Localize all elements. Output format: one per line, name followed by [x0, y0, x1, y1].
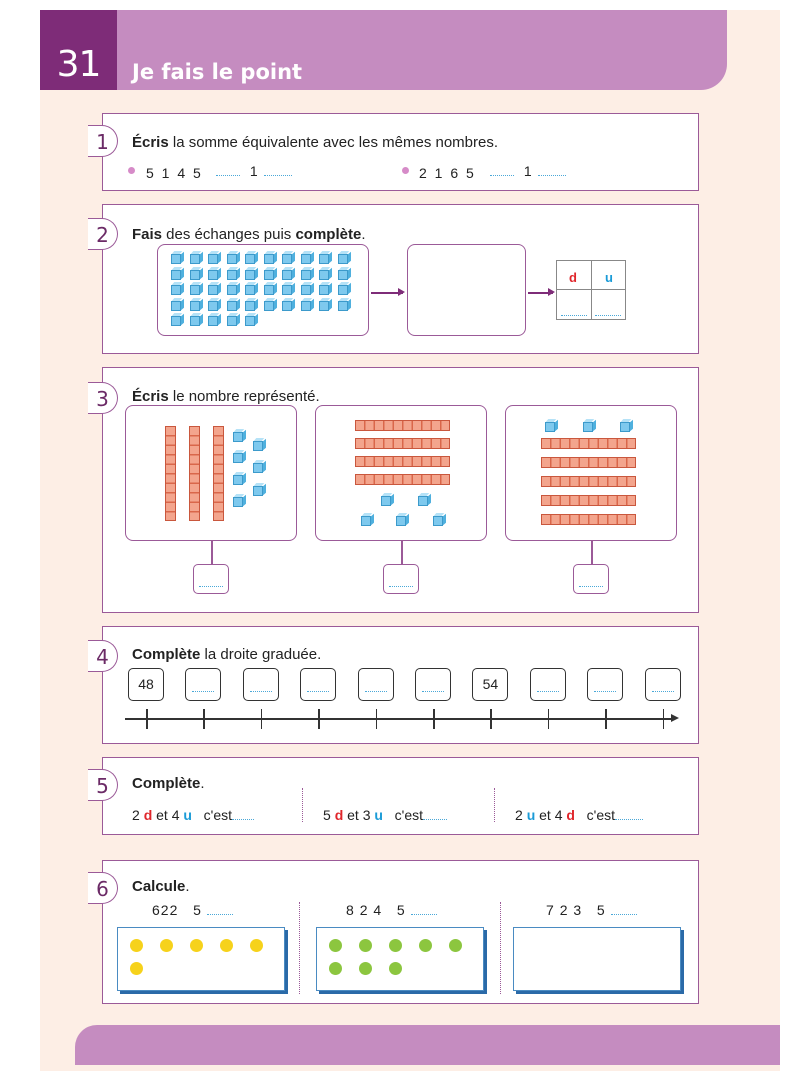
exercise-3-instruction: Écris le nombre représenté. [132, 388, 320, 405]
unit-cube-icon [171, 301, 181, 311]
unit-cube-icon [190, 301, 200, 311]
dots-box-1 [117, 927, 285, 991]
exchange-answer-box[interactable] [407, 244, 526, 336]
unit-cube-icon [233, 497, 243, 507]
unit-cube-icon [301, 301, 311, 311]
unit-cube-icon [208, 316, 218, 326]
exercise-2-instruction: Fais des échanges puis complète. [132, 226, 366, 243]
unit-cube-icon [282, 254, 292, 264]
ten-rod-icon [541, 514, 636, 525]
unit-cube-icon [227, 270, 237, 280]
counter-dot-icon [130, 962, 143, 975]
unit-cube-icon [361, 516, 371, 526]
unit-cube-icon [190, 254, 200, 264]
calc-3: 7 2 3 5 [546, 902, 637, 918]
exercise-5-number: 5 [88, 769, 118, 801]
exercise-5 [102, 757, 699, 835]
ten-rod-icon [355, 474, 450, 485]
unit-cube-icon [208, 270, 218, 280]
unit-cube-icon [264, 285, 274, 295]
exercise-1-number: 1 [88, 125, 118, 157]
unit-cube-icon [233, 432, 243, 442]
counter-dot-icon [190, 939, 203, 952]
separator [500, 902, 501, 994]
unit-cube-icon [227, 285, 237, 295]
unit-cube-icon [338, 285, 348, 295]
unit-cube-icon [338, 270, 348, 280]
page-title: Je fais le point [132, 60, 303, 84]
bullet [128, 167, 135, 174]
exercise-6-number: 6 [88, 872, 118, 904]
counter-dot-icon [419, 939, 432, 952]
number-box: 54 [472, 668, 508, 701]
number-box[interactable] [530, 668, 566, 701]
separator [494, 788, 495, 822]
ten-rod-icon [165, 426, 176, 521]
exercise-5-instruction: Complète. [132, 775, 205, 792]
unit-cube-icon [190, 285, 200, 295]
unit-cube-icon [171, 285, 181, 295]
number-box[interactable] [645, 668, 681, 701]
ten-rod-icon [541, 495, 636, 506]
unit-cube-icon [301, 285, 311, 295]
unit-cube-icon [171, 316, 181, 326]
unit-cube-icon [233, 453, 243, 463]
exercise-1-instruction: Écris la somme équivalente avec les mêmes nombres. [132, 134, 499, 151]
unit-cube-icon [338, 254, 348, 264]
chapter-number: 31 [56, 44, 101, 85]
ten-rod-icon [355, 420, 450, 431]
tens-answer[interactable] [561, 303, 587, 319]
footer-band [75, 1025, 780, 1065]
calc-1: 622 5 [152, 902, 233, 918]
unit-cube-icon [245, 270, 255, 280]
exercise-3-number: 3 [88, 382, 118, 414]
counter-dot-icon [389, 962, 402, 975]
unit-cube-icon [190, 316, 200, 326]
unit-cube-icon [381, 496, 391, 506]
counter-dot-icon [160, 939, 173, 952]
number-box[interactable] [300, 668, 336, 701]
ex1-answer-2[interactable]: 1 [490, 163, 566, 179]
number-box[interactable] [587, 668, 623, 701]
tens-units-table [556, 260, 626, 320]
ten-rod-icon [541, 438, 636, 449]
separator [302, 788, 303, 822]
unit-cube-icon [227, 316, 237, 326]
ten-rod-icon [541, 457, 636, 468]
counter-dot-icon [449, 939, 462, 952]
tens-header: d [569, 270, 577, 285]
counter-dot-icon [130, 939, 143, 952]
counter-dot-icon [250, 939, 263, 952]
exercise-6-instruction: Calcule. [132, 878, 190, 895]
unit-cube-icon [208, 301, 218, 311]
unit-cube-icon [545, 422, 555, 432]
unit-cube-icon [227, 301, 237, 311]
ten-rod-icon [355, 438, 450, 449]
calc-2: 8 2 4 5 [346, 902, 437, 918]
number-box[interactable] [358, 668, 394, 701]
units-header: u [605, 270, 613, 285]
answer-box-3[interactable] [573, 564, 609, 594]
answer-box-1[interactable] [193, 564, 229, 594]
unit-cube-icon [319, 270, 329, 280]
unit-cube-icon [620, 422, 630, 432]
unit-cube-icon [190, 270, 200, 280]
unit-cube-icon [171, 270, 181, 280]
unit-cube-icon [338, 301, 348, 311]
blocks-panel-1 [125, 405, 297, 541]
ten-rod-icon [541, 476, 636, 487]
unit-cube-icon [282, 285, 292, 295]
counter-dot-icon [389, 939, 402, 952]
ex5-item-2: 5 d et 3 u c'est [323, 807, 447, 823]
counter-dot-icon [359, 939, 372, 952]
dots-box-3[interactable] [513, 927, 681, 991]
unit-cube-icon [418, 496, 428, 506]
counter-dot-icon [329, 939, 342, 952]
exercise-4-number: 4 [88, 640, 118, 672]
units-answer[interactable] [595, 303, 621, 319]
ex1-answer-1[interactable]: 1 [216, 163, 292, 179]
ten-rod-icon [189, 426, 200, 521]
arrow-right-icon [371, 292, 403, 294]
connector [401, 541, 403, 564]
unit-cube-icon [282, 270, 292, 280]
arrow-right-icon [528, 292, 553, 294]
unit-cube-icon [253, 486, 263, 496]
unit-cube-icon [245, 254, 255, 264]
unit-cube-icon [253, 441, 263, 451]
connector [591, 541, 593, 564]
unit-cube-icon [583, 422, 593, 432]
connector [211, 541, 213, 564]
ex1-expression-1: 5 1 4 5 [146, 165, 203, 181]
ex5-item-3: 2 u et 4 d c'est [515, 807, 643, 823]
bullet [402, 167, 409, 174]
unit-cube-icon [396, 516, 406, 526]
unit-cube-icon [245, 301, 255, 311]
number-box: 48 [128, 668, 164, 701]
unit-cube-icon [233, 475, 243, 485]
unit-cube-icon [245, 285, 255, 295]
unit-cube-icon [301, 270, 311, 280]
number-line-axis [125, 718, 673, 720]
ten-rod-icon [355, 456, 450, 467]
number-box[interactable] [243, 668, 279, 701]
ten-rod-icon [213, 426, 224, 521]
unit-cube-icon [301, 254, 311, 264]
unit-cube-icon [208, 285, 218, 295]
number-box[interactable] [185, 668, 221, 701]
unit-cube-icon [282, 301, 292, 311]
exercise-4-instruction: Complète la droite graduée. [132, 646, 322, 663]
exercise-2-number: 2 [88, 218, 118, 250]
unit-cube-icon [245, 316, 255, 326]
unit-cube-icon [264, 301, 274, 311]
counter-dot-icon [359, 962, 372, 975]
separator [299, 902, 300, 994]
number-box[interactable] [415, 668, 451, 701]
unit-cube-icon [171, 254, 181, 264]
unit-cube-icon [208, 254, 218, 264]
unit-cube-icon [253, 463, 263, 473]
answer-box-2[interactable] [383, 564, 419, 594]
unit-cube-icon [227, 254, 237, 264]
unit-cube-icon [319, 254, 329, 264]
unit-cube-icon [319, 285, 329, 295]
unit-cube-icon [319, 301, 329, 311]
counter-dot-icon [220, 939, 233, 952]
counter-dot-icon [329, 962, 342, 975]
dots-box-2 [316, 927, 484, 991]
unit-cube-icon [264, 270, 274, 280]
unit-cube-icon [433, 516, 443, 526]
ex5-item-1: 2 d et 4 u c'est [132, 807, 254, 823]
ex1-expression-2: 2 1 6 5 [419, 165, 476, 181]
unit-cube-icon [264, 254, 274, 264]
